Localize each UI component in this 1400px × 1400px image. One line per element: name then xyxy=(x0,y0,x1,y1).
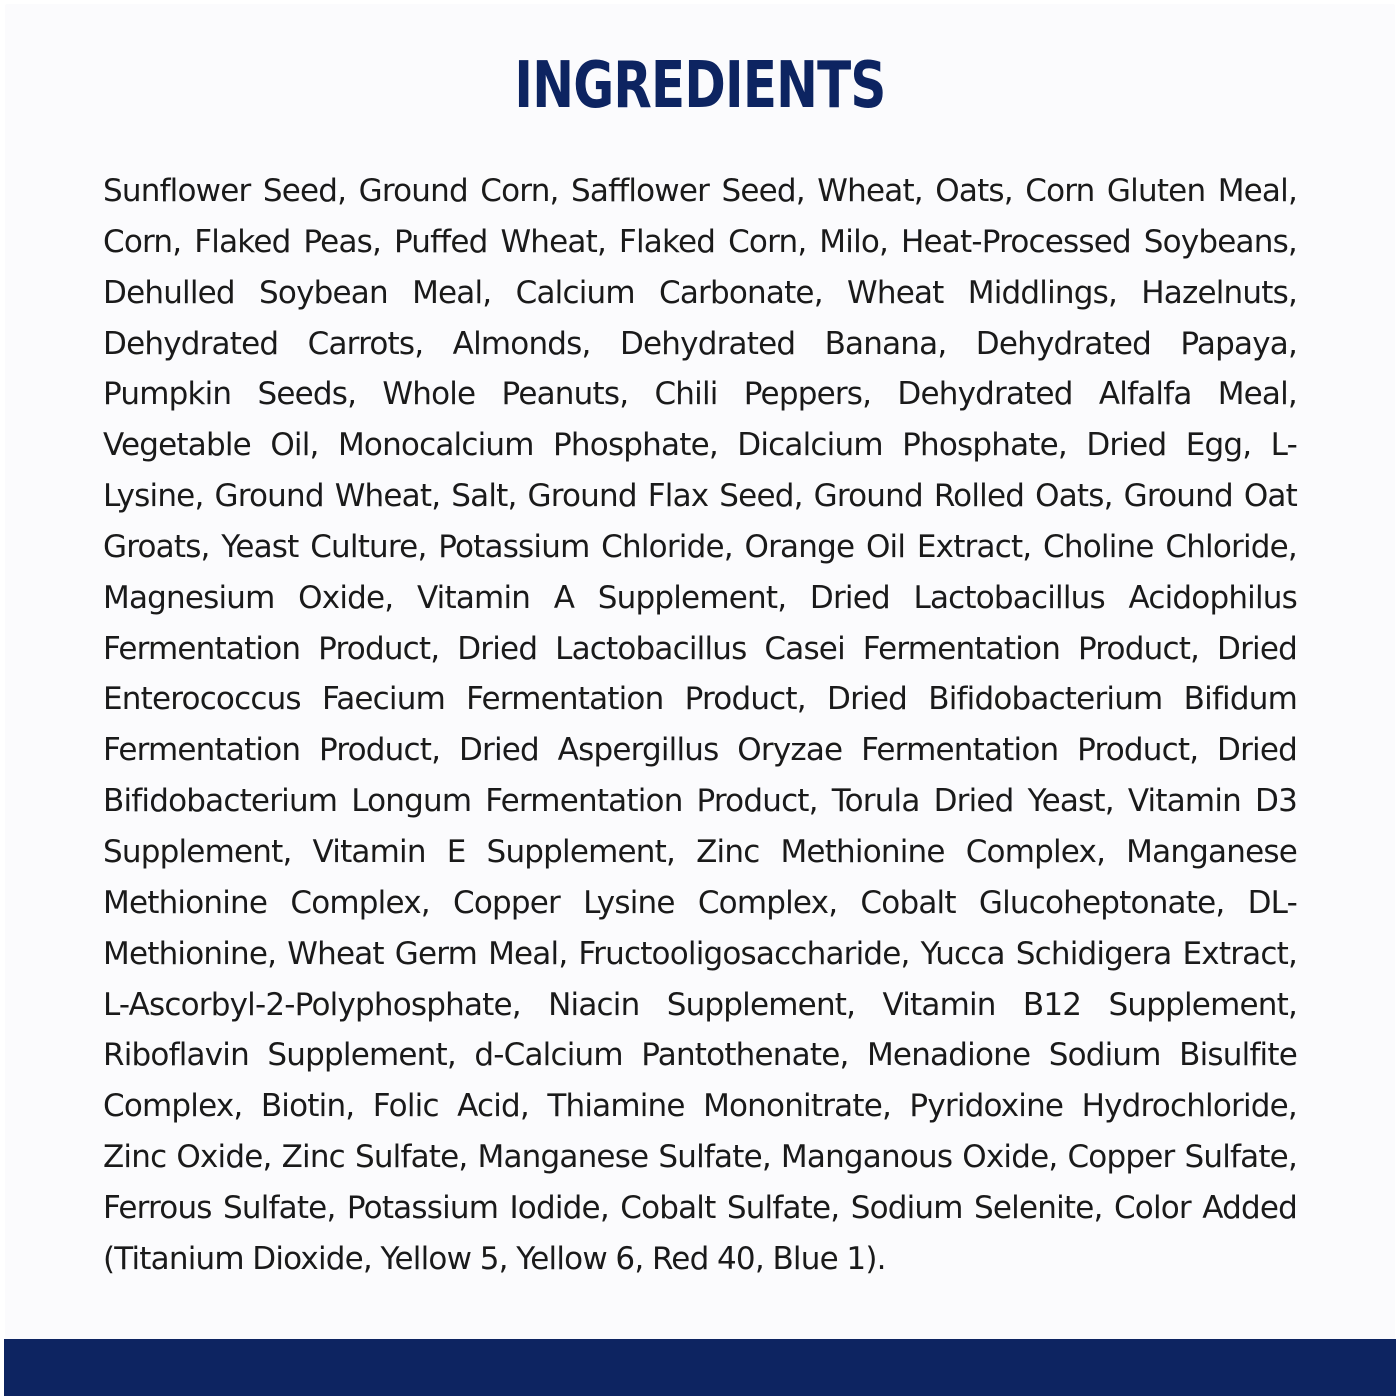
footer-bar xyxy=(4,1339,1396,1396)
page-title: INGREDIENTS xyxy=(514,49,886,123)
ingredients-list: Sunflower Seed, Ground Corn, Safflower Seed, Wheat, Oats, Corn Gluten Meal, Corn, Flaked Peas, Puffed Wheat, Flaked Corn, Milo, Heat-Processed Soybeans, Dehulled Soybean Meal, Calcium Carbonate, Wheat Middlings, Hazelnuts, Dehydrated Carrots, Almonds, Dehydrated Banana, Dehydrated Papaya, Pumpkin Seeds, Whole Peanuts, Chili Peppers, Dehydrated Alfalfa Meal, Vegetable Oil, Monocalcium Phosphate, Dicalcium Phosphate, Dried Egg, L-Lysine, Ground Wheat, Salt, Ground Flax Seed, Ground Rolled Oats, Ground Oat Groats, Yeast Culture, Potassium Chloride, Orange Oil Extract, Choline Chloride, Magnesium Oxide, Vitamin A Supplement, Dried Lactobacillus Acidophilus Fermentation Product, Dried Lactobacillus Casei Fermentation Product, Dried Enterococcus Faecium Fermentation Product, Dried Bifidobacterium Bifidum Fermentation Product, Dried Aspergillus Oryzae Fermentation Product, Dried Bifidobacterium Longum Fermentation Product, Torula Dried Yeast, Vitamin D3 Supplement, Vitamin E Supplement, Zinc Methionine Complex, Manganese Methionine Complex, Copper Lysine Complex, Cobalt Glucoheptonate, DL-Methionine, Wheat Germ Meal, Fructooligosaccharide, Yucca Schidigera Extract, L-Ascorbyl-2-Polyphosphate, Niacin Supplement, Vitamin B12 Supplement, Riboflavin Supplement, d-Calcium Pantothenate, Menadione Sodium Bisulfite Complex, Biotin, Folic Acid, Thiamine Mononitrate, Pyridoxine Hydrochloride, Zinc Oxide, Zinc Sulfate, Manganese Sulfate, Manganous Oxide, Copper Sulfate, Ferrous Sulfate, Potassium Iodide, Cobalt Sulfate, Sodium Selenite, Color Added (Titanium Dioxide, Yellow 5, Yellow 6, Red 40, Blue 1). xyxy=(103,173,1297,1277)
